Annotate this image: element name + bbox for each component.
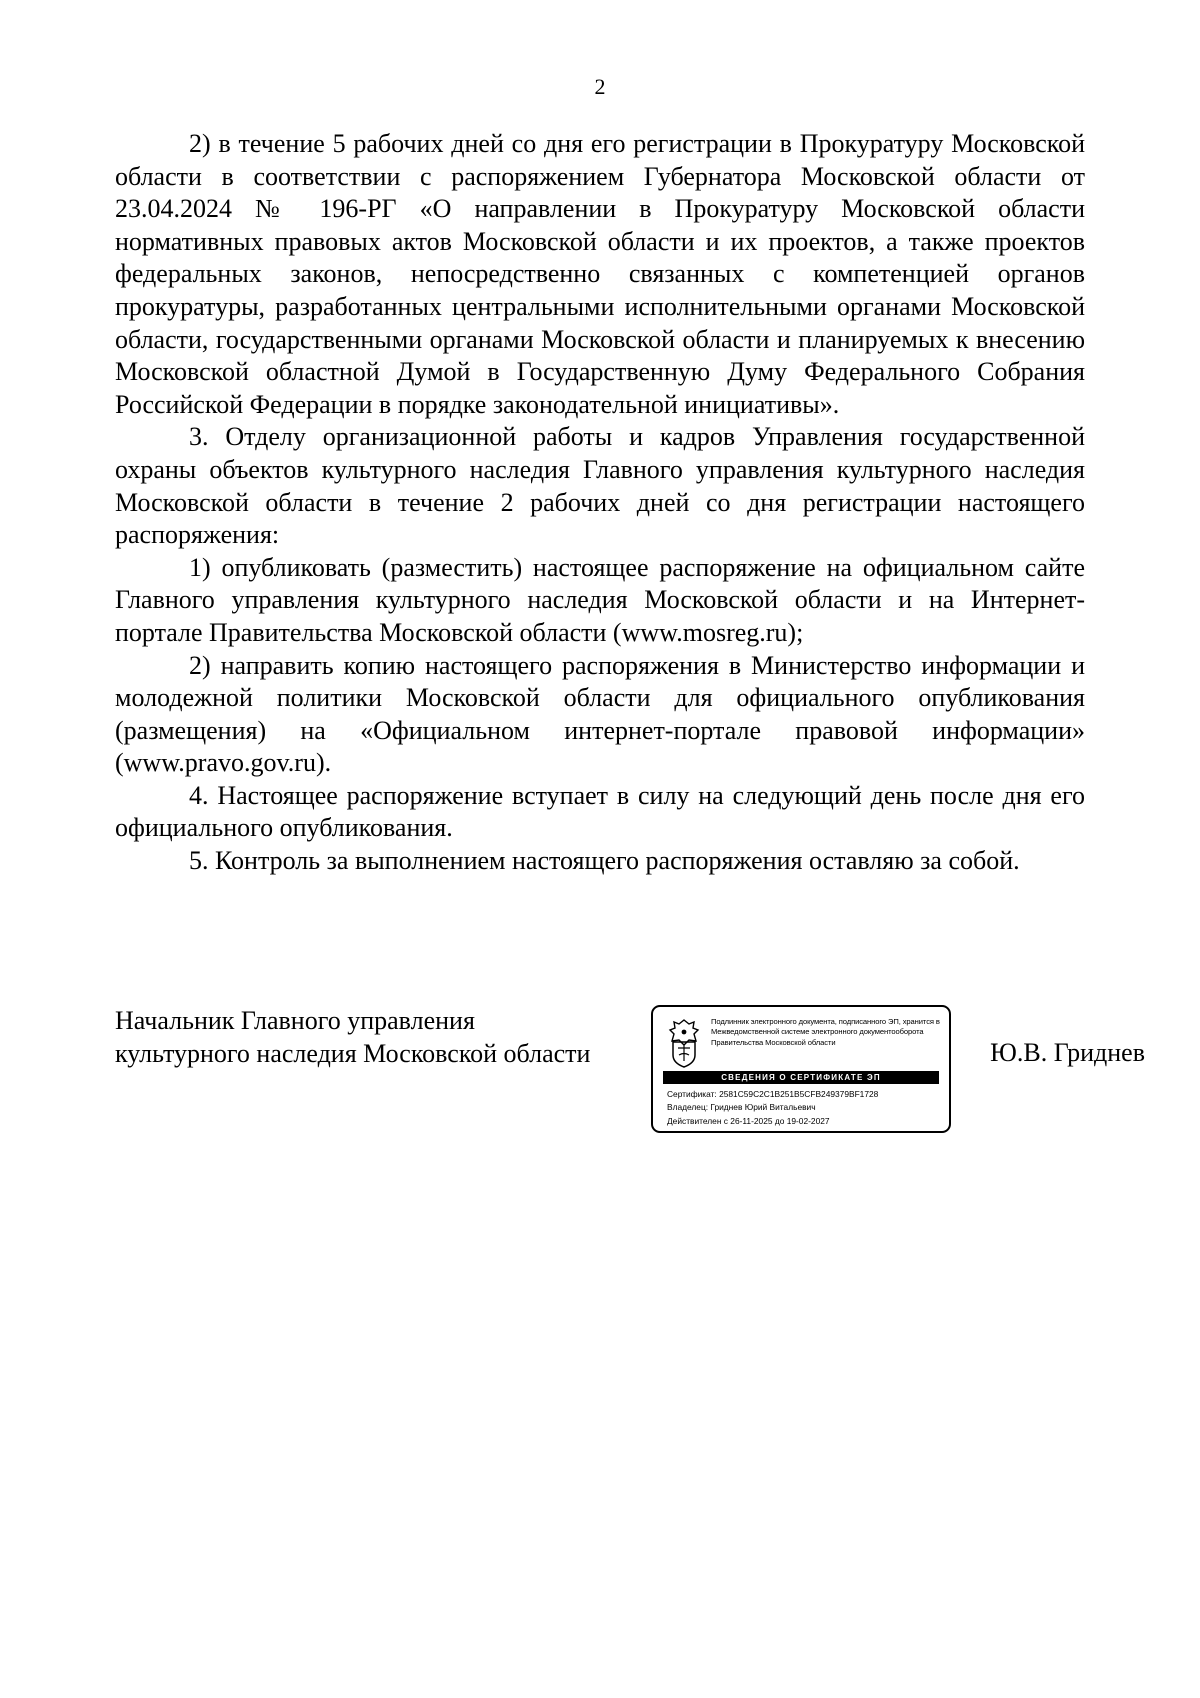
signer-title	[115, 1005, 675, 1070]
certificate-validity: Действителен с 26-11-2025 до 19-02-2027	[667, 1115, 830, 1126]
certificate-number: Сертификат: 2581C59C2C1B251B5CFB249379BF1728	[667, 1089, 879, 1099]
page-number: 2	[594, 74, 606, 99]
electronic-signature-stamp	[651, 1005, 951, 1133]
paragraph-section-5: 5. Контроль за выполнением настоящего распоряжения оставляю за собой.	[189, 846, 1020, 876]
signer-name: Ю.В. Гриднев	[990, 1038, 1145, 1067]
paragraph-item-2-prosecutor: 2) в течение 5 рабочих дней со дня его регистрации в Прокуратуру Московской области в соответствии с распоряжением Губернатора Московской области от 23.04.2024 № 196-РГ «О направлении в Прокуратуру Московской области нормативных правовых актов Московской области и их проектов, а также проектов федеральных законов, непосредственно связанных с компетенцией органов прокуратуры, разработанных центральными исполнительными органами Московской области, государственными органами Московской области и планируемых к внесению Московской областной Думой в Государственную Думу Федерального Собрания Российской Федерации в порядке законодательной инициативы».	[115, 129, 1085, 419]
document-body	[115, 128, 1085, 878]
certificate-details	[667, 1088, 943, 1128]
certificate-owner: Владелец: Гриднев Юрий Витальевич	[667, 1102, 816, 1113]
paragraph-section-3: 3. Отделу организационной работы и кадров Управления государственной охраны объектов культурного наследия Главного управления культурного наследия Московской области в течение 2 рабочих дней со дня регистрации настоящего распоряжения:	[115, 422, 1085, 550]
signer-title-line-1: Начальник Главного управления	[115, 1006, 475, 1035]
paragraph-section-4: 4. Настоящее распоряжение вступает в силу на следующий день после дня его официального опубликования.	[115, 780, 1085, 843]
signer-title-line-2: культурного наследия Московской области	[115, 1038, 591, 1068]
coat-of-arms-icon	[663, 1017, 705, 1069]
signature-block	[115, 1005, 1145, 1155]
paragraph-item-2-send-copy: 2) направить копию настоящего распоряжения в Министерство информации и молодежной политики Московской области для официального опубликования (размещения) на «Официальном интернет-портале правовой информации» (www.pravo.gov.ru).	[115, 650, 1085, 778]
stamp-notice: Подлинник электронного документа, подписанного ЭП, хранится в Межведомственной системе электронного документооборота Правительства Московской области	[711, 1017, 940, 1047]
certificate-info-bar: СВЕДЕНИЯ О СЕРТИФИКАТЕ ЭП	[663, 1071, 939, 1084]
paragraph-item-1-publish: 1) опубликовать (разместить) настоящее распоряжение на официальном сайте Главного управления культурного наследия Московской области и на Интернет-портале Правительства Московской области (www.mosreg.ru);	[115, 552, 1085, 647]
